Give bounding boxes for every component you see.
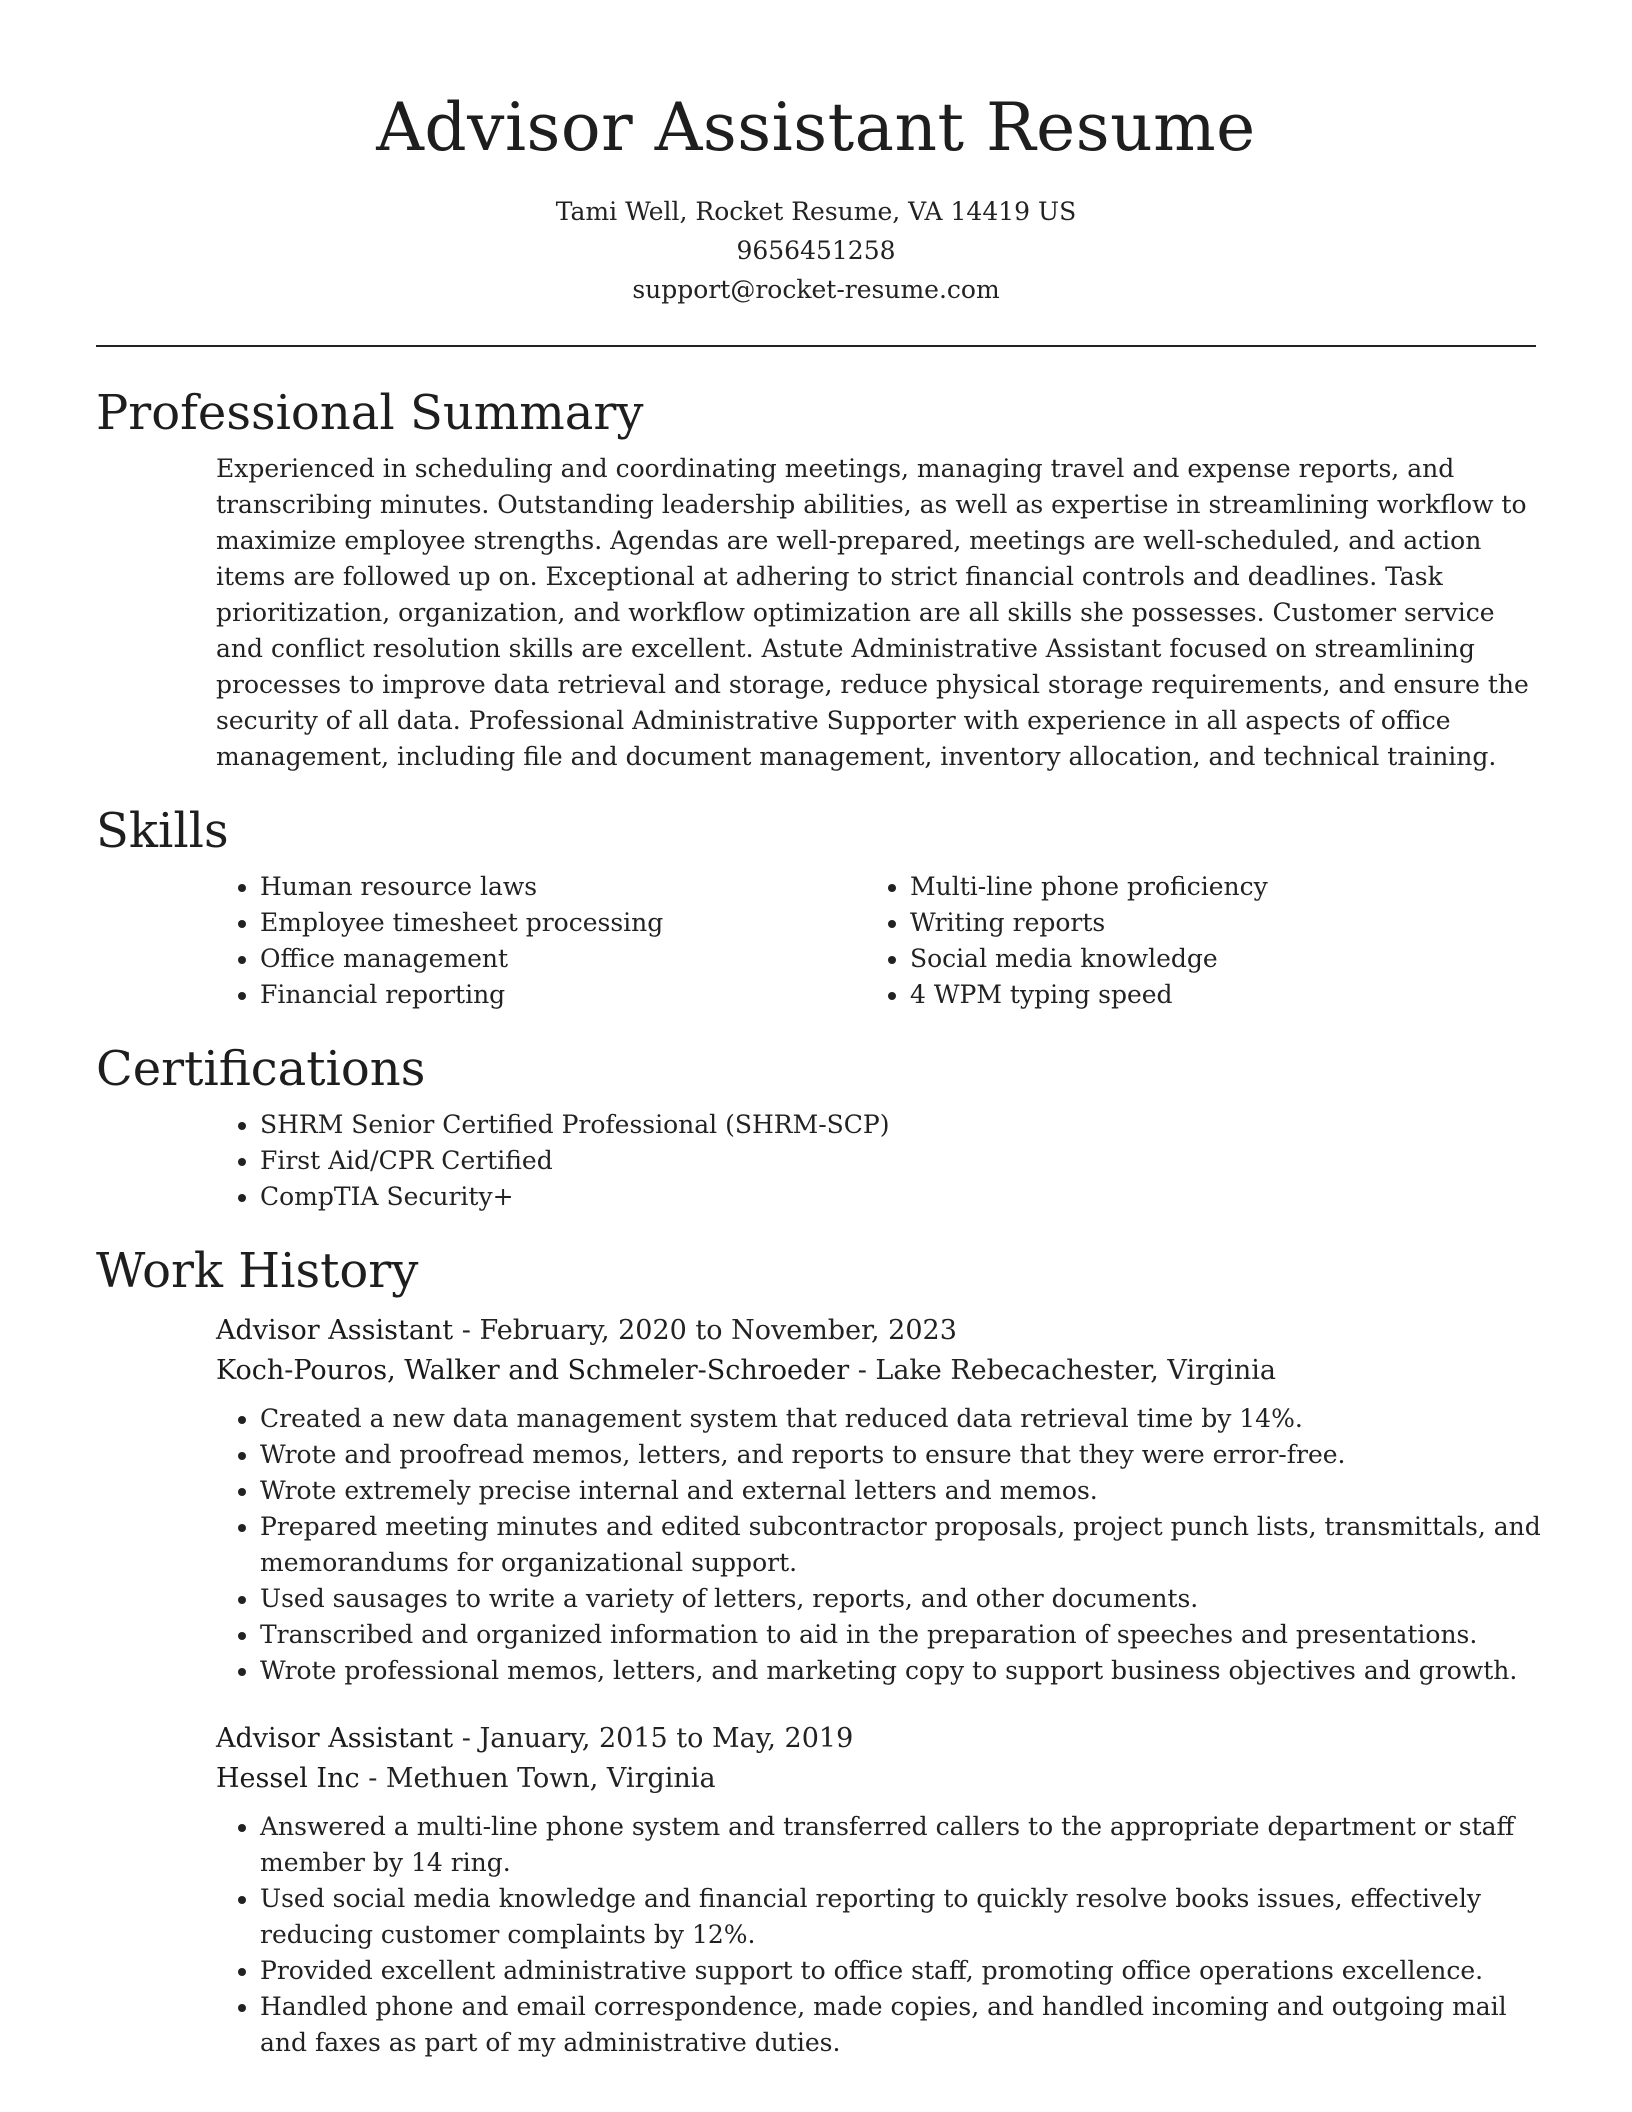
contact-phone: 9656451258 — [736, 236, 896, 265]
job-bullet: • Used social media knowledge and financial reporting to quickly resolve books issues, effectively reducing customer complaints by 12%. — [260, 1881, 1546, 1953]
contact-block — [96, 192, 1536, 309]
contact-address: Tami Well, Rocket Resume, VA 14419 US — [555, 197, 1077, 226]
certification-item: • CompTIA Security+ — [260, 1179, 1536, 1215]
job-company-line — [216, 1351, 1546, 1391]
skill-item: • Employee timesheet processing — [260, 905, 866, 941]
skill-item: • Writing reports — [910, 905, 1516, 941]
header-divider — [96, 345, 1536, 347]
resume-page — [96, 0, 1541, 2061]
job-bullets — [216, 1809, 1546, 2061]
skill-item: • Financial reporting — [260, 977, 866, 1013]
certifications-list — [216, 1107, 1536, 1215]
job-bullet: • Used sausages to write a variety of letters, reports, and other documents. — [260, 1581, 1546, 1617]
job-company: Hessel Inc — [216, 1763, 360, 1794]
certifications-section — [96, 1039, 1536, 1215]
job-entry — [216, 1311, 1546, 1689]
job-title: Advisor Assistant — [216, 1723, 454, 1754]
contact-email: support@rocket-resume.com — [632, 275, 1000, 304]
job-bullet: • Handled phone and email correspondence, made copies, and handled incoming and outgoing mail and faxes as part of my administrative duties. — [260, 1989, 1546, 2061]
work-history-heading: Work History — [96, 1243, 419, 1299]
job-bullet: • Created a new data management system that reduced data retrieval time by 14%. — [260, 1401, 1546, 1437]
job-location: - Lake Rebecachester, Virginia — [849, 1355, 1277, 1386]
job-bullets — [216, 1401, 1546, 1689]
skills-section — [96, 801, 1536, 1013]
job-entry — [216, 1719, 1546, 2061]
skill-item: • Human resource laws — [260, 869, 866, 905]
job-company: Koch-Pouros, Walker and Schmeler-Schroeder — [216, 1355, 850, 1386]
job-title: Advisor Assistant — [216, 1315, 454, 1346]
job-company-line — [216, 1759, 1546, 1799]
professional-summary-section — [96, 383, 1536, 775]
skill-item: • Social media knowledge — [910, 941, 1516, 977]
job-title-line — [216, 1311, 1546, 1351]
work-history-section — [96, 1241, 1541, 2061]
professional-summary-text: Experienced in scheduling and coordinating meetings, managing travel and expense reports, and transcribing minutes. Outstanding leadership abilities, as well as expertise in streamlining workflow to maximize employee strengths. Agendas are well-prepared, meetings are well-scheduled, and action items are followed up on. Exceptional at adhering to strict financial controls and deadlines. Task prioritization, organization, and workflow optimization are all skills she possesses. Customer service and conflict resolution skills are excellent. Astute Administrative Assistant focused on streamlining processes to improve data retrieval and storage, reduce physical storage requirements, and ensure the security of all data. Professional Administrative Supporter with experience in all aspects of office management, including file and document management, inventory allocation, and technical training. — [216, 454, 1529, 771]
skill-item: • 4 WPM typing speed — [910, 977, 1516, 1013]
skills-heading: Skills — [96, 803, 229, 859]
job-bullet: • Provided excellent administrative support to office staff, promoting office operations excellence. — [260, 1953, 1546, 1989]
job-bullet: • Prepared meeting minutes and edited subcontractor proposals, project punch lists, transmittals, and memorandums for organizational support. — [260, 1509, 1546, 1581]
skill-item: • Multi-line phone proficiency — [910, 869, 1516, 905]
skills-column-right — [866, 869, 1516, 1013]
certification-item: • SHRM Senior Certified Professional (SHRM-SCP) — [260, 1107, 1536, 1143]
certification-item: • First Aid/CPR Certified — [260, 1143, 1536, 1179]
job-bullet: • Answered a multi-line phone system and transferred callers to the appropriate department or staff member by 14 ring. — [260, 1809, 1546, 1881]
professional-summary-heading: Professional Summary — [96, 385, 644, 441]
skills-column-left — [216, 869, 866, 1013]
job-bullet: • Transcribed and organized information to aid in the preparation of speeches and presentations. — [260, 1617, 1546, 1653]
job-dates: - February, 2020 to November, 2023 — [453, 1315, 957, 1346]
job-location: - Methuen Town, Virginia — [359, 1763, 716, 1794]
job-bullet: • Wrote professional memos, letters, and marketing copy to support business objectives and growth. — [260, 1653, 1546, 1689]
job-title-line — [216, 1719, 1546, 1759]
job-bullet: • Wrote and proofread memos, letters, and reports to ensure that they were error-free. — [260, 1437, 1546, 1473]
skill-item: • Office management — [260, 941, 866, 977]
job-bullet: • Wrote extremely precise internal and external letters and memos. — [260, 1473, 1546, 1509]
certifications-heading: Certifications — [96, 1041, 426, 1097]
job-dates: - January, 2015 to May, 2019 — [453, 1723, 854, 1754]
resume-title: Advisor Assistant Resume — [376, 89, 1256, 166]
skills-grid — [216, 869, 1546, 1013]
